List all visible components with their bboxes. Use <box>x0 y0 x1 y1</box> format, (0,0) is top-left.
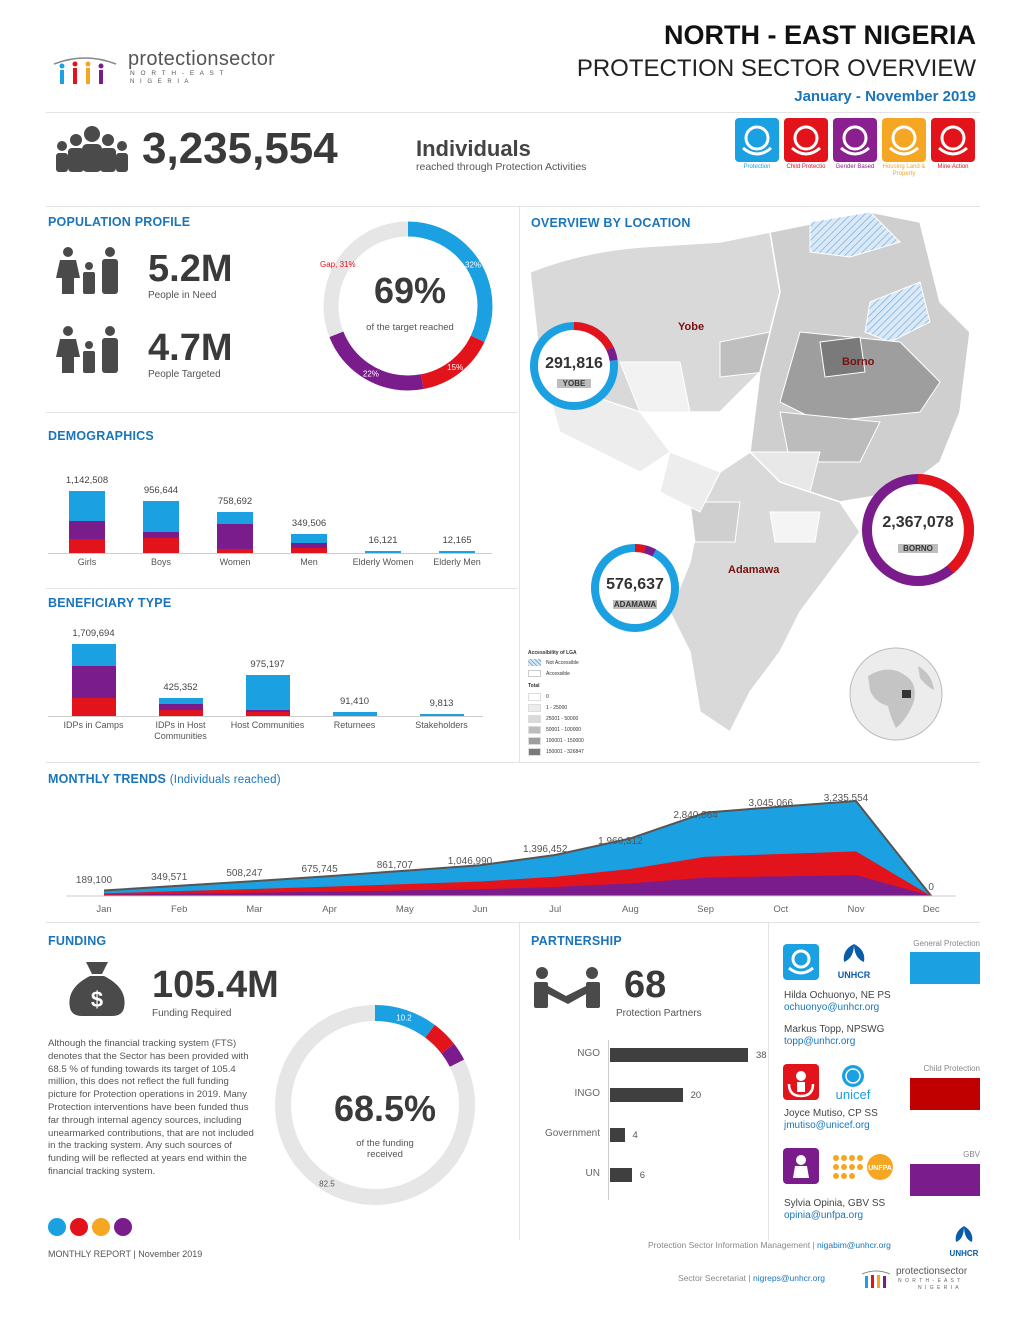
population-profile-title: POPULATION PROFILE <box>48 215 191 229</box>
svg-text:UNFPA: UNFPA <box>868 1165 892 1172</box>
color-dot <box>114 1218 132 1236</box>
reporting-period: January - November 2019 <box>794 88 976 105</box>
gbv-icon <box>833 118 877 162</box>
legend-swatch <box>528 715 541 723</box>
bar-value: 758,692 <box>217 495 253 507</box>
child-protection-label: Child Protection <box>923 1064 980 1073</box>
email-link[interactable]: ochuonyo@unhcr.org <box>784 1002 880 1013</box>
family-icon <box>56 246 122 296</box>
map-label-adamawa: Adamawa <box>728 564 780 576</box>
bar-value: 1,709,694 <box>72 628 115 639</box>
trend-value-label: 508,247 <box>226 868 263 879</box>
contact-joyce: Joyce Mutiso, CP SS jmutiso@unicef.org <box>784 1108 878 1131</box>
partner-bar-value: 4 <box>632 1130 638 1141</box>
legend-swatch <box>528 693 541 701</box>
bar-label: Boys <box>150 557 171 567</box>
partner-category-label: UN <box>585 1168 600 1179</box>
map-label-borno: Borno <box>842 356 875 368</box>
map-legend: Accessibility of LGA Not Accessible Accessible Total 0 1 - 25000 25001 - 50000 50001 - 100000 100001 - 150000 150001 - 326847 <box>528 650 584 755</box>
yobe-total: 291,816 <box>545 355 603 372</box>
legend-swatch <box>528 704 541 712</box>
people-in-need-value: 5.2M <box>148 248 233 290</box>
adamawa-tag: ADAMAWA <box>613 600 657 609</box>
month-tick-label: Mar <box>246 904 263 915</box>
child-protection-swatch <box>910 1078 980 1110</box>
partner-category-label: NGO <box>577 1048 600 1059</box>
trend-value-label: 189,100 <box>75 875 113 886</box>
svg-text:$: $ <box>90 987 104 1012</box>
demographics-chart <box>48 455 518 575</box>
legend-bin-label: 150001 - 326847 <box>546 749 584 755</box>
footer-color-dots <box>48 1218 138 1238</box>
funding-title: FUNDING <box>48 934 107 948</box>
target-reached-pct: 69% <box>373 270 447 311</box>
baseline <box>48 553 492 554</box>
bar-segment <box>72 698 116 716</box>
bar-label: IDPs in Camps <box>63 720 124 730</box>
hands-icon <box>735 118 779 162</box>
trend-value-label: 0 <box>928 882 934 893</box>
bar-label: Elderly Women <box>352 557 414 567</box>
unicef-logo-icon <box>828 1062 878 1102</box>
legend-swatch <box>528 726 541 734</box>
bar-value: 425,352 <box>163 682 198 694</box>
color-dot <box>70 1218 88 1236</box>
partner-bar-value: 20 <box>690 1090 702 1101</box>
axis-line <box>608 1040 609 1200</box>
gbv-label: GBV <box>963 1150 980 1159</box>
bar-segment <box>291 534 327 543</box>
month-tick-label: Jun <box>472 904 488 915</box>
bar-segment <box>72 666 116 698</box>
individuals-reached-value: 3,235,554 <box>142 124 338 173</box>
bar-value: 975,197 <box>250 658 285 670</box>
page-subtitle: PROTECTION SECTOR OVERVIEW <box>576 55 976 82</box>
funding-received-label: of the funding received <box>356 1138 414 1160</box>
month-tick-label: Dec <box>922 904 940 915</box>
baseline <box>48 716 483 717</box>
aor-label: Mine Action <box>937 164 969 170</box>
bar-segment <box>217 524 253 549</box>
people-in-need-label: People in Need <box>148 290 217 301</box>
partner-bar-value: 38 <box>756 1050 767 1061</box>
monthly-report-label: MONTHLY REPORT | November 2019 <box>48 1249 203 1259</box>
unhcr-logo-icon <box>832 940 876 982</box>
individuals-sublabel: reached through Protection Activities <box>416 161 587 173</box>
bar-segment <box>69 491 105 521</box>
people-logo-icon <box>50 50 120 88</box>
bar-label: Girls <box>77 557 97 567</box>
demographics-title: DEMOGRAPHICS <box>48 429 154 443</box>
globe-icon <box>848 646 944 742</box>
bar-value: 91,410 <box>339 696 370 708</box>
group-people-icon <box>54 124 130 174</box>
bar-value: 16,121 <box>368 535 398 546</box>
gbv-swatch <box>910 1164 980 1196</box>
funding-received-pct: 68.5% <box>333 1088 437 1129</box>
funding-required-label: Funding Required <box>152 1008 232 1019</box>
monthly-trends-title: MONTHLY TRENDS (Individuals reached) <box>48 772 281 786</box>
contact-hilda: Hilda Ochuonyo, NE PS ochuonyo@unhcr.org <box>784 990 891 1013</box>
bar-label: Men <box>300 557 318 567</box>
partner-category-label: Government <box>544 1128 600 1139</box>
partner-bar <box>610 1088 683 1102</box>
house-icon <box>882 118 926 162</box>
svg-text:UNHCR: UNHCR <box>949 1249 979 1258</box>
money-bag-icon <box>64 958 130 1018</box>
general-protection-label: General Protection <box>913 939 980 948</box>
overview-by-location-title: OVERVIEW BY LOCATION <box>531 216 691 230</box>
month-tick-label: Apr <box>322 904 337 915</box>
adamawa-total: 576,637 <box>606 576 664 593</box>
trend-value-label: 1,960,312 <box>598 836 643 847</box>
gbv-icon <box>783 1148 819 1184</box>
child-icon <box>784 118 828 162</box>
beneficiary-type-title: BENEFICIARY TYPE <box>48 596 172 610</box>
month-tick-label: Aug <box>621 904 639 915</box>
trend-value-label: 3,045,066 <box>748 798 794 809</box>
bar-segment <box>143 501 179 532</box>
trend-value-label: 1,046,990 <box>447 856 493 867</box>
month-tick-label: Nov <box>847 904 865 915</box>
legend-bin-label: 100001 - 150000 <box>546 738 584 744</box>
trend-value-label: 675,745 <box>301 864 338 875</box>
footer-logo: protectionsector N O R T H - E A S T N I G E R I A <box>860 1264 982 1296</box>
partner-bar <box>610 1048 748 1062</box>
bar-label: IDPs in Host Communities <box>154 720 207 741</box>
month-tick-label: May <box>395 904 414 915</box>
legend-bin-label: 25001 - 50000 <box>546 716 579 722</box>
bar-segment <box>143 538 179 553</box>
partner-bar <box>610 1168 632 1182</box>
legend-swatch <box>528 737 541 745</box>
color-dot <box>48 1218 66 1236</box>
aor-label: Housing Land & Property <box>882 164 926 177</box>
aor-label: Child Protectio <box>786 164 826 170</box>
child-protection-icon <box>783 1064 819 1100</box>
legend-bin-label: 50001 - 100000 <box>546 727 582 733</box>
bar-label: Returnees <box>333 720 376 730</box>
donut-segment-label: 82.5 <box>319 1179 335 1189</box>
footer-sec: Sector Secretariat | nigreps@unhcr.org <box>678 1273 825 1283</box>
borno-tag: BORNO <box>898 544 938 553</box>
im-email-link[interactable]: nigabim@unhcr.org <box>817 1240 891 1250</box>
sec-email-link[interactable]: nigreps@unhcr.org <box>752 1273 825 1283</box>
trend-value-label: 2,840,864 <box>673 810 718 821</box>
email-link[interactable]: jmutiso@unicef.org <box>784 1120 870 1131</box>
email-link[interactable]: topp@unhcr.org <box>784 1036 856 1047</box>
bar-segment <box>69 521 105 540</box>
donut-segment-label: 32% <box>465 260 482 270</box>
contact-markus: Markus Topp, NPSWG topp@unhcr.org <box>784 1024 885 1047</box>
individuals-label: Individuals <box>416 136 531 161</box>
contact-sylvia: Sylvia Opinia, GBV SS opinia@unfpa.org <box>784 1198 886 1221</box>
beneficiary-chart <box>48 620 518 750</box>
handshake-icon <box>532 966 602 1010</box>
funding-paragraph: Although the financial tracking system (FTS) denotes that the Sector has been provided with 68.5 % of funding towards its target of 105.4 million, this does not reflect the full funding picture for Protection operations in 2019. Many Protection interventions have been funded thus far through internal agency sources, including unearmarked contributions, that are not included in the tracking system. Any such sources of funding will be reflected at years end within the financial tracking system. <box>48 1038 254 1177</box>
donut-segment-label: 15% <box>447 362 464 372</box>
people-targeted-value: 4.7M <box>148 327 233 369</box>
legend-swatch <box>528 748 541 756</box>
logo <box>50 48 330 93</box>
people-targeted-label: People Targeted <box>148 369 221 380</box>
month-tick-label: Oct <box>773 904 789 915</box>
protection-partners-value: 68 <box>624 964 667 1006</box>
svg-text:unicef: unicef <box>835 1087 871 1102</box>
protection-partners-label: Protection Partners <box>616 1008 702 1019</box>
unhcr-logo-icon <box>946 1224 982 1260</box>
partner-bar-chart <box>530 1040 768 1200</box>
map-label-yobe: Yobe <box>678 321 705 333</box>
bar-segment <box>246 675 290 710</box>
color-dot <box>92 1218 110 1236</box>
bar-segment <box>217 512 253 524</box>
partnership-title: PARTNERSHIP <box>531 934 622 948</box>
bar-segment <box>69 539 105 553</box>
borno-total: 2,367,078 <box>882 514 954 531</box>
month-tick-label: Jan <box>96 904 112 915</box>
trend-value-label: 3,235,554 <box>823 793 869 804</box>
bar-value: 1,142,508 <box>65 475 109 486</box>
aor-label: Protection <box>743 164 771 170</box>
donut-segment-label: 10.2 <box>396 1013 412 1023</box>
aor-icon-row <box>735 118 980 180</box>
trend-value-label: 349,571 <box>151 872 188 883</box>
legend-bin-label: 1 - 25000 <box>546 705 568 711</box>
yobe-tag: YOBE <box>557 379 591 388</box>
people-logo-icon <box>860 1266 892 1290</box>
email-link[interactable]: opinia@unfpa.org <box>784 1210 864 1221</box>
gap-label: Gap, 31% <box>320 260 356 269</box>
partner-category-label: INGO <box>574 1088 600 1099</box>
funding-required-value: 105.4M <box>152 964 279 1006</box>
partner-bar-value: 6 <box>639 1170 646 1181</box>
protection-hands-icon <box>783 944 819 980</box>
legend-bin-label: 0 <box>546 694 549 700</box>
monthly-trends-chart <box>46 788 980 918</box>
aor-label: Gender Based <box>835 164 875 170</box>
bar-label: Elderly Men <box>433 557 481 567</box>
svg-text:UNHCR: UNHCR <box>837 970 871 980</box>
logo-sub: N O R T H - E A S T <box>130 70 226 77</box>
family-icon <box>56 325 122 375</box>
mine-icon <box>931 118 975 162</box>
logo-sub2: N I G E R I A <box>130 79 191 85</box>
target-reached-label: of the target reached <box>366 322 454 333</box>
bar-label: Stakeholders <box>415 720 468 730</box>
month-tick-label: Feb <box>171 904 188 915</box>
month-tick-label: Sep <box>697 904 715 915</box>
trend-value-label: 861,707 <box>376 860 413 871</box>
page-title: NORTH - EAST NIGERIA <box>663 20 976 50</box>
bar-label: Women <box>219 557 251 567</box>
bar-segment <box>72 644 116 666</box>
footer-im: Protection Sector Information Management | nigabim@unhcr.org <box>648 1240 891 1250</box>
bar-label: Host Communities <box>230 720 305 730</box>
trend-value-label: 1,396,452 <box>522 844 568 855</box>
bar-value: 9,813 <box>429 698 454 709</box>
bar-value: 12,165 <box>442 535 472 546</box>
donut-segment-label: 22% <box>362 369 379 379</box>
month-tick-label: Jul <box>549 904 562 915</box>
bar-value: 956,644 <box>143 485 179 497</box>
logo-name: protectionsector <box>128 48 276 70</box>
general-protection-swatch <box>910 952 980 984</box>
bar-value: 349,506 <box>291 518 327 530</box>
partner-bar <box>610 1128 625 1142</box>
